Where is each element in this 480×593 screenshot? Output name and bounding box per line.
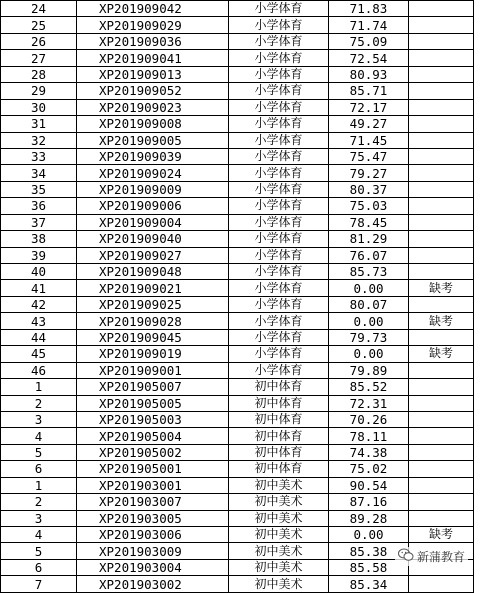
remark-cell [409,116,474,132]
table-row [1,444,474,460]
table-row [1,461,474,477]
table-row [1,1,474,17]
table-row [1,313,474,329]
remark-cell [409,231,474,247]
subject-cell: 小学体育 [229,313,329,329]
row-number-cell: 1 [1,477,77,493]
row-number-cell: 38 [1,231,77,247]
exam-id-cell: XP201905002 [77,444,229,460]
score-cell: 80.37 [329,181,409,197]
table-row [1,33,474,49]
table-body [1,1,474,593]
remark-cell [409,148,474,164]
table-row [1,576,474,592]
subject-cell: 小学体育 [229,99,329,115]
remark-cell: 缺考 [409,313,474,329]
exam-id-cell: XP201909025 [77,296,229,312]
row-number-cell: 25 [1,17,77,33]
row-number-cell: 5 [1,444,77,460]
remark-cell [409,181,474,197]
row-number-cell: 41 [1,280,77,296]
row-number-cell: 28 [1,66,77,82]
row-number-cell: 4 [1,527,77,543]
exam-id-cell: XP201909008 [77,116,229,132]
table-row [1,99,474,115]
exam-id-cell: XP201909029 [77,17,229,33]
exam-id-cell: XP201903007 [77,494,229,510]
remark-cell [409,576,474,592]
table-row [1,477,474,493]
exam-id-cell: XP201909004 [77,214,229,230]
remark-cell: 缺考 [409,280,474,296]
row-number-cell: 6 [1,559,77,575]
exam-id-cell: XP201903006 [77,527,229,543]
subject-cell: 小学体育 [229,198,329,214]
score-cell: 89.28 [329,510,409,526]
remark-cell: 缺考 [409,527,474,543]
remark-cell [409,99,474,115]
table-row [1,148,474,164]
score-cell: 71.83 [329,1,409,17]
table-row [1,132,474,148]
remark-cell [409,33,474,49]
score-cell: 0.00 [329,527,409,543]
row-number-cell: 43 [1,313,77,329]
row-number-cell: 44 [1,329,77,345]
subject-cell: 初中体育 [229,411,329,427]
row-number-cell: 29 [1,83,77,99]
remark-cell [409,66,474,82]
exam-id-cell: XP201909023 [77,99,229,115]
score-cell: 79.27 [329,165,409,181]
exam-id-cell: XP201905003 [77,411,229,427]
subject-cell: 初中体育 [229,444,329,460]
remark-cell [409,50,474,66]
row-number-cell: 40 [1,264,77,280]
subject-cell: 小学体育 [229,280,329,296]
table-row [1,247,474,263]
exam-id-cell: XP201905005 [77,395,229,411]
subject-cell: 小学体育 [229,17,329,33]
subject-cell: 小学体育 [229,50,329,66]
exam-id-cell: XP201909052 [77,83,229,99]
exam-id-cell: XP201903009 [77,543,229,559]
remark-cell [409,1,474,17]
exam-id-cell: XP201909027 [77,247,229,263]
exam-id-cell: XP201905004 [77,428,229,444]
exam-id-cell: XP201909040 [77,231,229,247]
row-number-cell: 2 [1,494,77,510]
score-cell: 72.31 [329,395,409,411]
watermark [395,547,468,566]
subject-cell: 小学体育 [229,165,329,181]
remark-cell [409,411,474,427]
subject-cell: 小学体育 [229,1,329,17]
subject-cell: 小学体育 [229,132,329,148]
row-number-cell: 24 [1,1,77,17]
score-cell: 71.45 [329,132,409,148]
remark-cell [409,444,474,460]
table-row [1,66,474,82]
subject-cell: 小学体育 [229,247,329,263]
subject-cell: 小学体育 [229,116,329,132]
row-number-cell: 4 [1,428,77,444]
score-cell: 72.17 [329,99,409,115]
subject-cell: 小学体育 [229,362,329,378]
remark-cell [409,329,474,345]
remark-cell [409,264,474,280]
remark-cell [409,132,474,148]
row-number-cell: 5 [1,543,77,559]
subject-cell: 初中美术 [229,494,329,510]
row-number-cell: 45 [1,346,77,362]
subject-cell: 初中体育 [229,428,329,444]
table-row [1,329,474,345]
table-row [1,264,474,280]
row-number-cell: 7 [1,576,77,592]
exam-id-cell: XP201909028 [77,313,229,329]
subject-cell: 初中美术 [229,576,329,592]
remark-cell [409,198,474,214]
subject-cell: 小学体育 [229,329,329,345]
table-row [1,181,474,197]
remark-cell [409,296,474,312]
row-number-cell: 36 [1,198,77,214]
score-cell: 85.73 [329,264,409,280]
remark-cell [409,477,474,493]
row-number-cell: 3 [1,510,77,526]
subject-cell: 初中美术 [229,543,329,559]
table-row [1,83,474,99]
table-row [1,346,474,362]
remark-cell [409,165,474,181]
table-row [1,116,474,132]
remark-cell [409,214,474,230]
remark-cell [409,362,474,378]
row-number-cell: 31 [1,116,77,132]
remark-cell [409,247,474,263]
subject-cell: 小学体育 [229,66,329,82]
table-row [1,296,474,312]
score-cell: 85.71 [329,83,409,99]
table-row [1,379,474,395]
subject-cell: 初中美术 [229,510,329,526]
table-row [1,428,474,444]
table-row [1,411,474,427]
score-cell: 79.89 [329,362,409,378]
score-cell: 72.54 [329,50,409,66]
row-number-cell: 37 [1,214,77,230]
exam-id-cell: XP201909041 [77,50,229,66]
watermark-text: 新蒲教育 [416,550,465,564]
subject-cell: 初中美术 [229,559,329,575]
subject-cell: 小学体育 [229,148,329,164]
subject-cell: 小学体育 [229,83,329,99]
exam-id-cell: XP201909001 [77,362,229,378]
score-cell: 74.38 [329,444,409,460]
score-cell: 85.52 [329,379,409,395]
remark-cell [409,428,474,444]
row-number-cell: 34 [1,165,77,181]
score-cell: 71.74 [329,17,409,33]
row-number-cell: 33 [1,148,77,164]
score-cell: 80.93 [329,66,409,82]
score-cell: 79.73 [329,329,409,345]
exam-id-cell: XP201903005 [77,510,229,526]
score-cell: 0.00 [329,280,409,296]
subject-cell: 小学体育 [229,231,329,247]
row-number-cell: 27 [1,50,77,66]
score-cell: 70.26 [329,411,409,427]
subject-cell: 小学体育 [229,181,329,197]
score-cell: 85.58 [329,559,409,575]
table-row [1,494,474,510]
exam-id-cell: XP201909021 [77,280,229,296]
subject-cell: 初中体育 [229,395,329,411]
row-number-cell: 2 [1,395,77,411]
score-cell: 75.09 [329,33,409,49]
remark-cell [409,83,474,99]
subject-cell: 初中体育 [229,461,329,477]
remark-cell [409,461,474,477]
table-row [1,362,474,378]
exam-id-cell: XP201909013 [77,66,229,82]
exam-id-cell: XP201903002 [77,576,229,592]
score-cell: 85.38 [329,543,409,559]
exam-id-cell: XP201909005 [77,132,229,148]
score-cell: 75.02 [329,461,409,477]
row-number-cell: 26 [1,33,77,49]
remark-cell [409,17,474,33]
table-row [1,165,474,181]
score-cell: 81.29 [329,231,409,247]
exam-id-cell: XP201909048 [77,264,229,280]
row-number-cell: 30 [1,99,77,115]
table-row [1,280,474,296]
exam-id-cell: XP201905007 [77,379,229,395]
score-cell: 78.45 [329,214,409,230]
remark-cell [409,510,474,526]
score-cell: 87.16 [329,494,409,510]
exam-id-cell: XP201909039 [77,148,229,164]
score-cell: 75.03 [329,198,409,214]
table-row [1,17,474,33]
row-number-cell: 35 [1,181,77,197]
exam-id-cell: XP201903001 [77,477,229,493]
exam-id-cell: XP201909045 [77,329,229,345]
exam-id-cell: XP201909042 [77,1,229,17]
table-row [1,395,474,411]
exam-id-cell: XP201909009 [77,181,229,197]
subject-cell: 小学体育 [229,346,329,362]
exam-id-cell: XP201909036 [77,33,229,49]
score-cell: 76.07 [329,247,409,263]
row-number-cell: 32 [1,132,77,148]
subject-cell: 初中美术 [229,527,329,543]
row-number-cell: 6 [1,461,77,477]
remark-cell [409,494,474,510]
remark-cell: 缺考 [409,346,474,362]
wechat-icon [398,548,414,565]
table-row [1,198,474,214]
subject-cell: 小学体育 [229,214,329,230]
exam-id-cell: XP201909019 [77,346,229,362]
row-number-cell: 42 [1,296,77,312]
score-cell: 78.11 [329,428,409,444]
score-cell: 49.27 [329,116,409,132]
score-cell: 0.00 [329,346,409,362]
remark-cell [409,379,474,395]
table-row [1,231,474,247]
exam-id-cell: XP201909024 [77,165,229,181]
score-cell: 90.54 [329,477,409,493]
score-cell: 75.47 [329,148,409,164]
row-number-cell: 46 [1,362,77,378]
exam-id-cell: XP201905001 [77,461,229,477]
score-cell: 85.34 [329,576,409,592]
score-cell: 0.00 [329,313,409,329]
table-row [1,214,474,230]
exam-id-cell: XP201903004 [77,559,229,575]
subject-cell: 小学体育 [229,33,329,49]
table-row [1,510,474,526]
subject-cell: 小学体育 [229,296,329,312]
score-cell: 80.07 [329,296,409,312]
table-row [1,50,474,66]
exam-id-cell: XP201909006 [77,198,229,214]
table-row [1,527,474,543]
row-number-cell: 1 [1,379,77,395]
remark-cell [409,395,474,411]
subject-cell: 初中美术 [229,477,329,493]
subject-cell: 初中体育 [229,379,329,395]
row-number-cell: 3 [1,411,77,427]
row-number-cell: 39 [1,247,77,263]
subject-cell: 小学体育 [229,264,329,280]
